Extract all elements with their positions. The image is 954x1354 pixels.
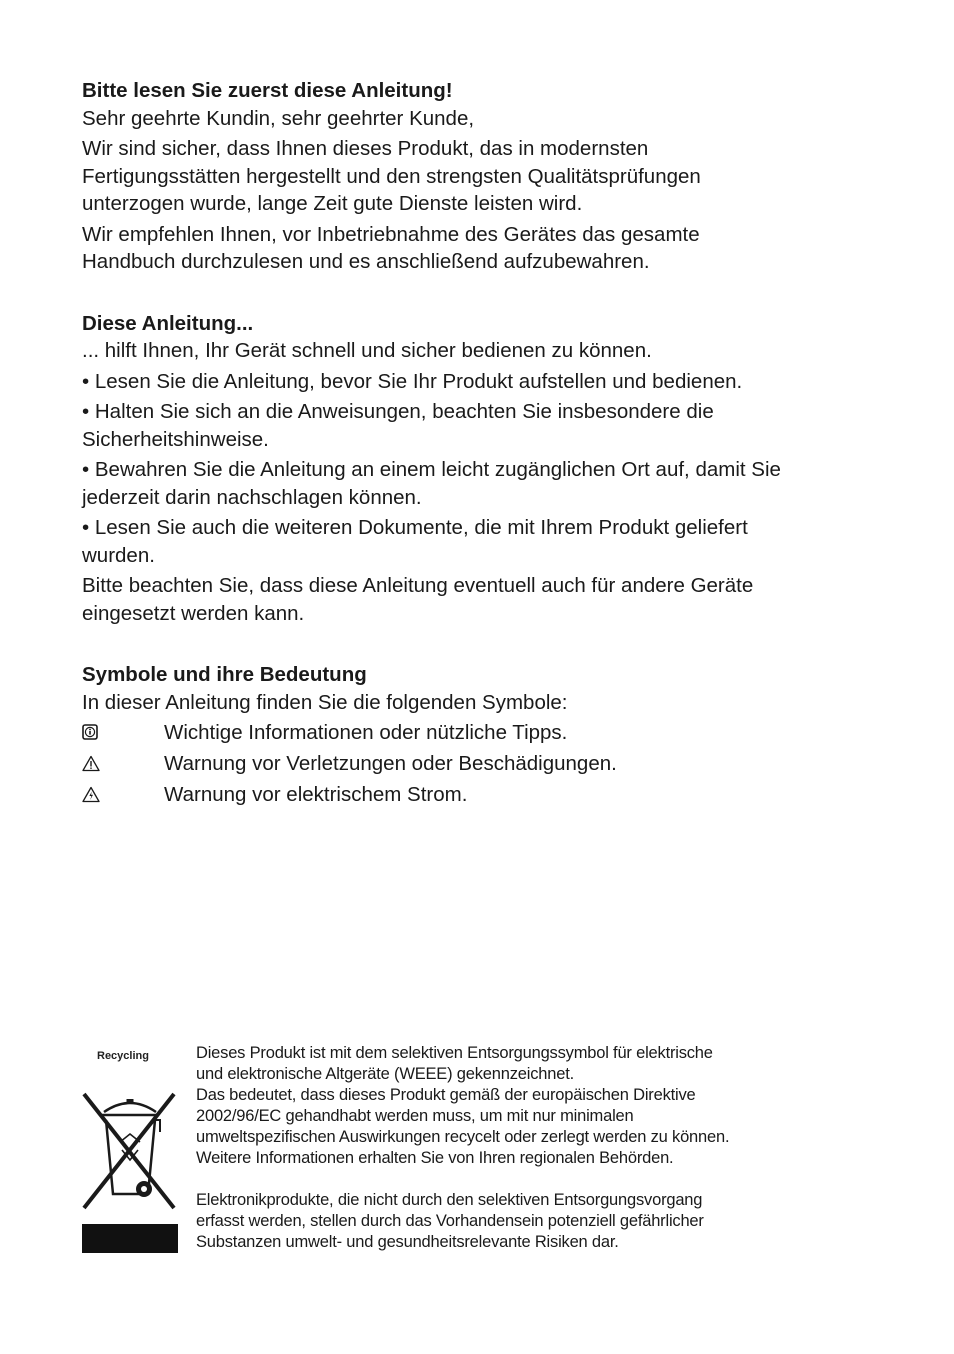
symbol-row-warning: [82, 750, 882, 778]
manual-bullet-4: [82, 514, 882, 569]
electric-warning-icon: [82, 781, 164, 809]
text-line: Substanzen umwelt- und gesundheitsrelevante Risiken dar.: [196, 1233, 619, 1251]
text-line: Elektronikprodukte, die nicht durch den selektiven Entsorgungsvorgang: [196, 1191, 703, 1209]
symbol-row-info: [82, 719, 882, 747]
text-line: Handbuch durchzulesen und es anschließend aufzubewahren.: [82, 250, 650, 273]
symbols-heading: Symbole und ihre Bedeutung: [82, 663, 367, 686]
text-line: • Bewahren Sie die Anleitung an einem leicht zugänglichen Ort auf, damit Sie: [82, 458, 781, 481]
recycling-paragraph-2: [196, 1190, 836, 1253]
info-icon: [82, 719, 164, 747]
text-line: Bitte beachten Sie, dass diese Anleitung eventuell auch für andere Geräte: [82, 574, 754, 597]
intro-heading: Bitte lesen Sie zuerst diese Anleitung!: [82, 79, 453, 102]
symbol-text: Wichtige Informationen oder nützliche Tipps.: [164, 721, 568, 745]
text-line: Das bedeutet, dass dieses Produkt gemäß der europäischen Direktive: [196, 1086, 696, 1104]
text-line: Sicherheitshinweise.: [82, 427, 269, 451]
text-line: 2002/96/EC gehandhabt werden muss, um mit nur minimalen: [196, 1107, 634, 1125]
intro-paragraph-1: [82, 135, 882, 218]
text-line: • Halten Sie sich an die Anweisungen, beachten Sie insbesondere die: [82, 400, 714, 423]
symbol-text: Warnung vor Verletzungen oder Beschädigungen.: [164, 752, 617, 776]
text-line: eingesetzt werden kann.: [82, 601, 305, 625]
text-line: Dieses Produkt ist mit dem selektiven Entsorgungssymbol für elektrische: [196, 1044, 713, 1062]
weee-black-bar: [82, 1224, 178, 1253]
text-line: Fertigungsstätten hergestellt und den strengsten Qualitätsprüfungen: [82, 164, 701, 188]
symbol-text: Warnung vor elektrischem Strom.: [164, 783, 468, 807]
manual-heading: Diese Anleitung...: [82, 311, 254, 335]
text-line: Wir sind sicher, dass Ihnen dieses Produkt, das in modernsten: [82, 137, 649, 160]
text-line: wurden.: [82, 543, 155, 567]
text-line: Weitere Informationen erhalten Sie von Ihren regionalen Behörden.: [196, 1149, 674, 1167]
greeting: Sehr geehrte Kundin, sehr geehrter Kunde,: [82, 106, 475, 130]
text-line: und elektronische Altgeräte (WEEE) gekennzeichnet.: [196, 1065, 574, 1083]
text-line: umweltspezifischen Auswirkungen recycelt oder zerlegt werden zu können.: [196, 1128, 730, 1146]
intro-paragraph-2: [82, 221, 882, 276]
text-line: unterzogen wurde, lange Zeit gute Dienste leisten wird.: [82, 192, 583, 215]
text-line: Wir empfehlen Ihnen, vor Inbetriebnahme des Gerätes das gesamte: [82, 222, 700, 246]
manual-lead: ... hilft Ihnen, Ihr Gerät schnell und sicher bedienen zu können.: [82, 339, 652, 362]
document-body: [82, 77, 882, 809]
recycling-label: Recycling: [97, 1050, 149, 1062]
text-line: erfasst werden, stellen durch das Vorhandensein potenziell gefährlicher: [196, 1212, 704, 1230]
crossed-out-wheelie-bin-icon: [82, 1090, 178, 1217]
symbols-lead: In dieser Anleitung finden Sie die folgenden Symbole:: [82, 690, 568, 714]
manual-bullet-3: [82, 456, 882, 511]
recycling-section: [82, 1046, 882, 1266]
manual-bullet-1: • Lesen Sie die Anleitung, bevor Sie Ihr Produkt aufstellen und bedienen.: [82, 369, 743, 393]
manual-bullet-2: [82, 398, 882, 453]
recycling-text: [196, 1043, 836, 1253]
text-line: jederzeit darin nachschlagen können.: [82, 485, 422, 509]
text-line: • Lesen Sie auch die weiteren Dokumente, die mit Ihrem Produkt geliefert: [82, 516, 748, 539]
warning-triangle-icon: [82, 750, 164, 778]
manual-note: [82, 572, 882, 627]
symbol-row-electric: [82, 781, 882, 809]
